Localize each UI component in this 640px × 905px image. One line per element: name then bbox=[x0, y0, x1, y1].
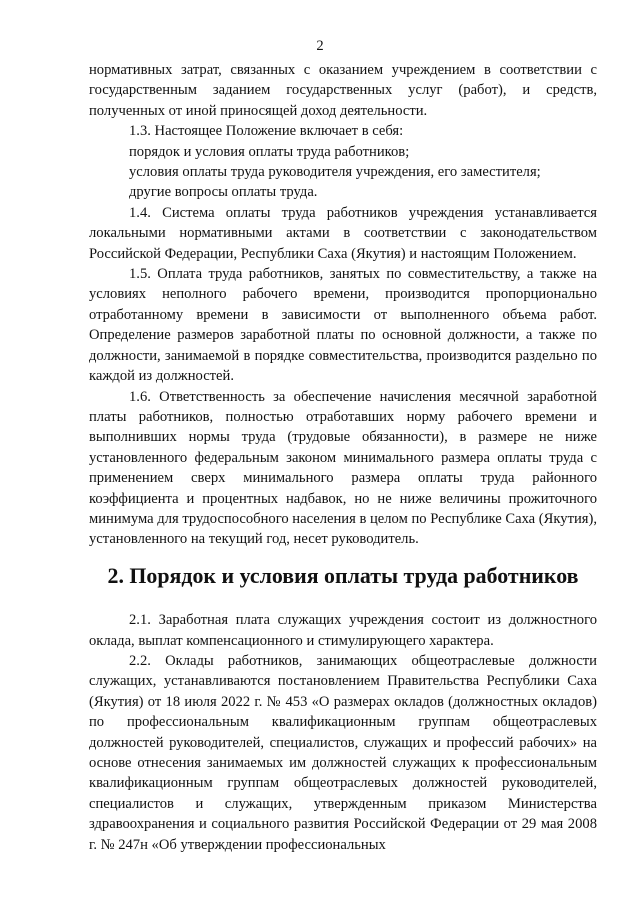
paragraph-top-1: 1.3. Настоящее Положение включает в себя: bbox=[129, 123, 404, 140]
paragraph-bottom-1: 2.2. Оклады работников, занимающих общеотраслевые должности служащих, устанавливаются постановлением Правительства Республики Саха (Якутия) от 18 июля 2022 г. № 453 «О размерах окладов (должностных окладов) по профессиональным квалификационным группам общеотраслевых должностей руководителей, специалистов, служащих и профессий рабочих» на основе отнесения занимаемых им должностей служащих к профессиональным квалификационным группам общеотраслевых должностей руководителей, специалистов и служащих, утвержденным приказом Министерства здравоохранения и социального развития Российской Федерации от 29 мая 2008 г. № 247н «Об утверждении профессиональных bbox=[89, 652, 597, 853]
paragraph-top-5: 1.4. Система оплаты труда работников учреждения устанавливается локальными нормативными актами в соответствии с законодательством Российской Федерации, Республики Саха (Якутия) и настоящим Положением. bbox=[89, 204, 597, 262]
paragraph-top-3: условия оплаты труда руководителя учреждения, его заместителя; bbox=[129, 164, 541, 181]
paragraph-top-4: другие вопросы оплаты труда. bbox=[129, 184, 318, 201]
paragraph-top-2: порядок и условия оплаты труда работников; bbox=[129, 143, 410, 160]
page-number: 2 bbox=[316, 38, 324, 54]
section-heading: 2. Порядок и условия оплаты труда работников bbox=[107, 562, 579, 588]
paragraph-top-0: нормативных затрат, связанных с оказанием учреждением в соответствии с государственным заданием государственных услуг (работ), и средств, полученных от иной приносящей доход деятельности. bbox=[89, 62, 597, 119]
paragraph-top-7: 1.6. Ответственность за обеспечение начисления месячной заработной платы работников, полностью отработавших норму рабочего времени и выполнивших нормы труда (трудовые обязанности), в размере не ниже установленного федеральным законом минимального размера оплаты труда с применением сверх минимального размера оплаты труда районного коэффициента и процентных надбавок, но не ниже величины прожиточного минимума для трудоспособного населения в целом по Республике Саха (Якутия), установленного на текущий год, несет руководитель. bbox=[89, 388, 597, 548]
document-body bbox=[89, 60, 597, 855]
paragraph-top-6: 1.5. Оплата труда работников, занятых по совместительству, а также на условиях неполного рабочего времени, производится пропорционально отработанному времени в зависимости от выполненного объема работ. Определение размеров заработной платы по основной должности, а также по должности, занимаемой в порядке совместительства, производится раздельно по каждой из должностей. bbox=[89, 266, 597, 385]
paragraph-bottom-0: 2.1. Заработная плата служащих учреждения состоит из должностного оклада, выплат компенсационного и стимулирующего характера. bbox=[89, 612, 597, 649]
